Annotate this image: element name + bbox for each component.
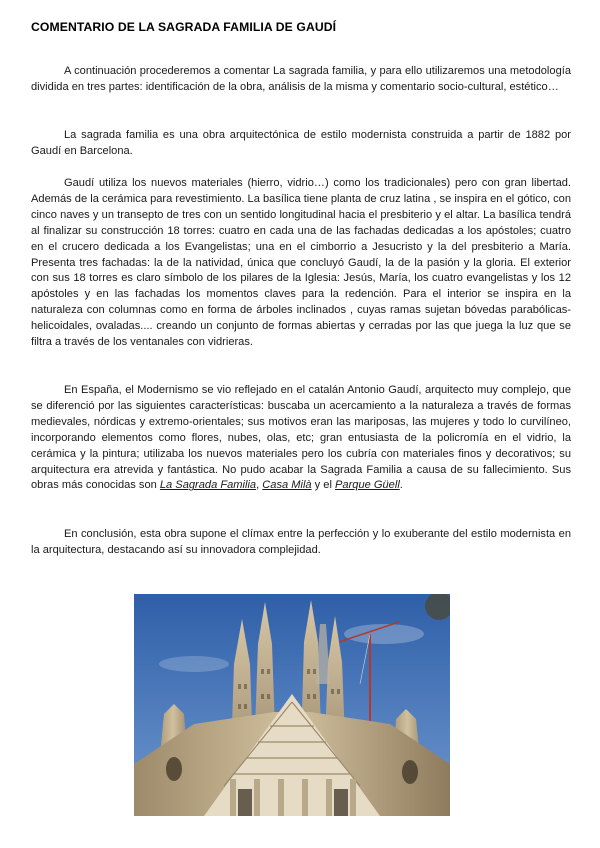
document-title: COMENTARIO DE LA SAGRADA FAMILIA DE GAUDÍ xyxy=(31,20,337,34)
paragraph-introduction: A continuación procederemos a comentar La sagrada familia, y para ello utilizaremos una metodología dividida en tres partes: identificación de la obra, análisis de la misma y comentario socio-cultural, estético… xyxy=(31,65,571,93)
paragraph-context-text: En España, el Modernismo se vio reflejado en el catalán Antonio Gaudí, arquitecto muy complejo, que se diferenció por las siguientes características: buscaba un acercamiento a la naturaleza a través de formas medievales, nórdicas y extremo-orientales; sus motivos eran las mariposas, las mujeres y todo lo curvilíneo, incorporando elementos como flores, nubes, olas, etc; gran entusiasta de la policromía en el vidrio, la cerámica y la pintura; utilizaba los nuevos materiales pero los cubría con materiales finos y decorativos; su arquitectura era atrevida y fantástica. No pudo acabar la Sagrada Familia a causa de su fallecimiento. Sus obras más conocidas son xyxy=(31,384,571,492)
link-casa-mila[interactable]: Casa Milà xyxy=(262,479,312,492)
sagrada-familia-illustration xyxy=(134,594,450,816)
link-parque-guell[interactable]: Parque Güell xyxy=(335,479,400,492)
paragraph-identification: La sagrada familia es una obra arquitectónica de estilo modernista construida a partir de 1882 por Gaudí en Barcelona. xyxy=(31,129,571,157)
paragraph-context xyxy=(31,383,571,494)
separator: , xyxy=(256,479,263,492)
separator: y el xyxy=(311,479,336,492)
link-sagrada-familia[interactable]: La Sagrada Familia xyxy=(159,479,257,492)
period: . xyxy=(399,479,403,492)
sagrada-familia-photo xyxy=(134,594,450,816)
paragraph-conclusion: En conclusión, esta obra supone el clímax entre la perfección y lo exuberante del estilo modernista en la arquitectura, destacando así su innovadora complejidad. xyxy=(31,528,571,556)
paragraph-analysis: Gaudí utiliza los nuevos materiales (hierro, vidrio…) como los tradicionales) pero con gran libertad. Además de la cerámica para revestimiento. La basílica tiene planta de cruz latina , se inspira en el gótico, con cinco naves y un transepto de tres con un sentido longitudinal hacia el presbiterio y el altar. La basílica tendrá al finalizar su construcción 18 torres: cuatro en cada una de las fachadas dedicadas a los apóstoles; cuatro en el crucero dedicada a los Evangelistas; una en el cimborrio a Jesucristo y la del presbiterio a María. Presenta tres fachadas: la de la natividad, única que concluyó Gaudí, la de la pasión y la gloria. El exterior con sus 18 torres es claro símbolo de los pilares de la Iglesia: Jesús, María, los cuatro evangelistas y los 12 apóstoles y en las fachadas los momentos claves para la redención. Para el interior se inspira en la naturaleza con columnas como en forma de árboles inclinados , cuyas ramas sujetan bóvedas parabólicas- helicoidales, ovaladas.... creando un conjunto de formas abiertas y cerradas por las que juega la luz que se filtra a través de los ventanales con vidrieras. xyxy=(31,177,571,349)
